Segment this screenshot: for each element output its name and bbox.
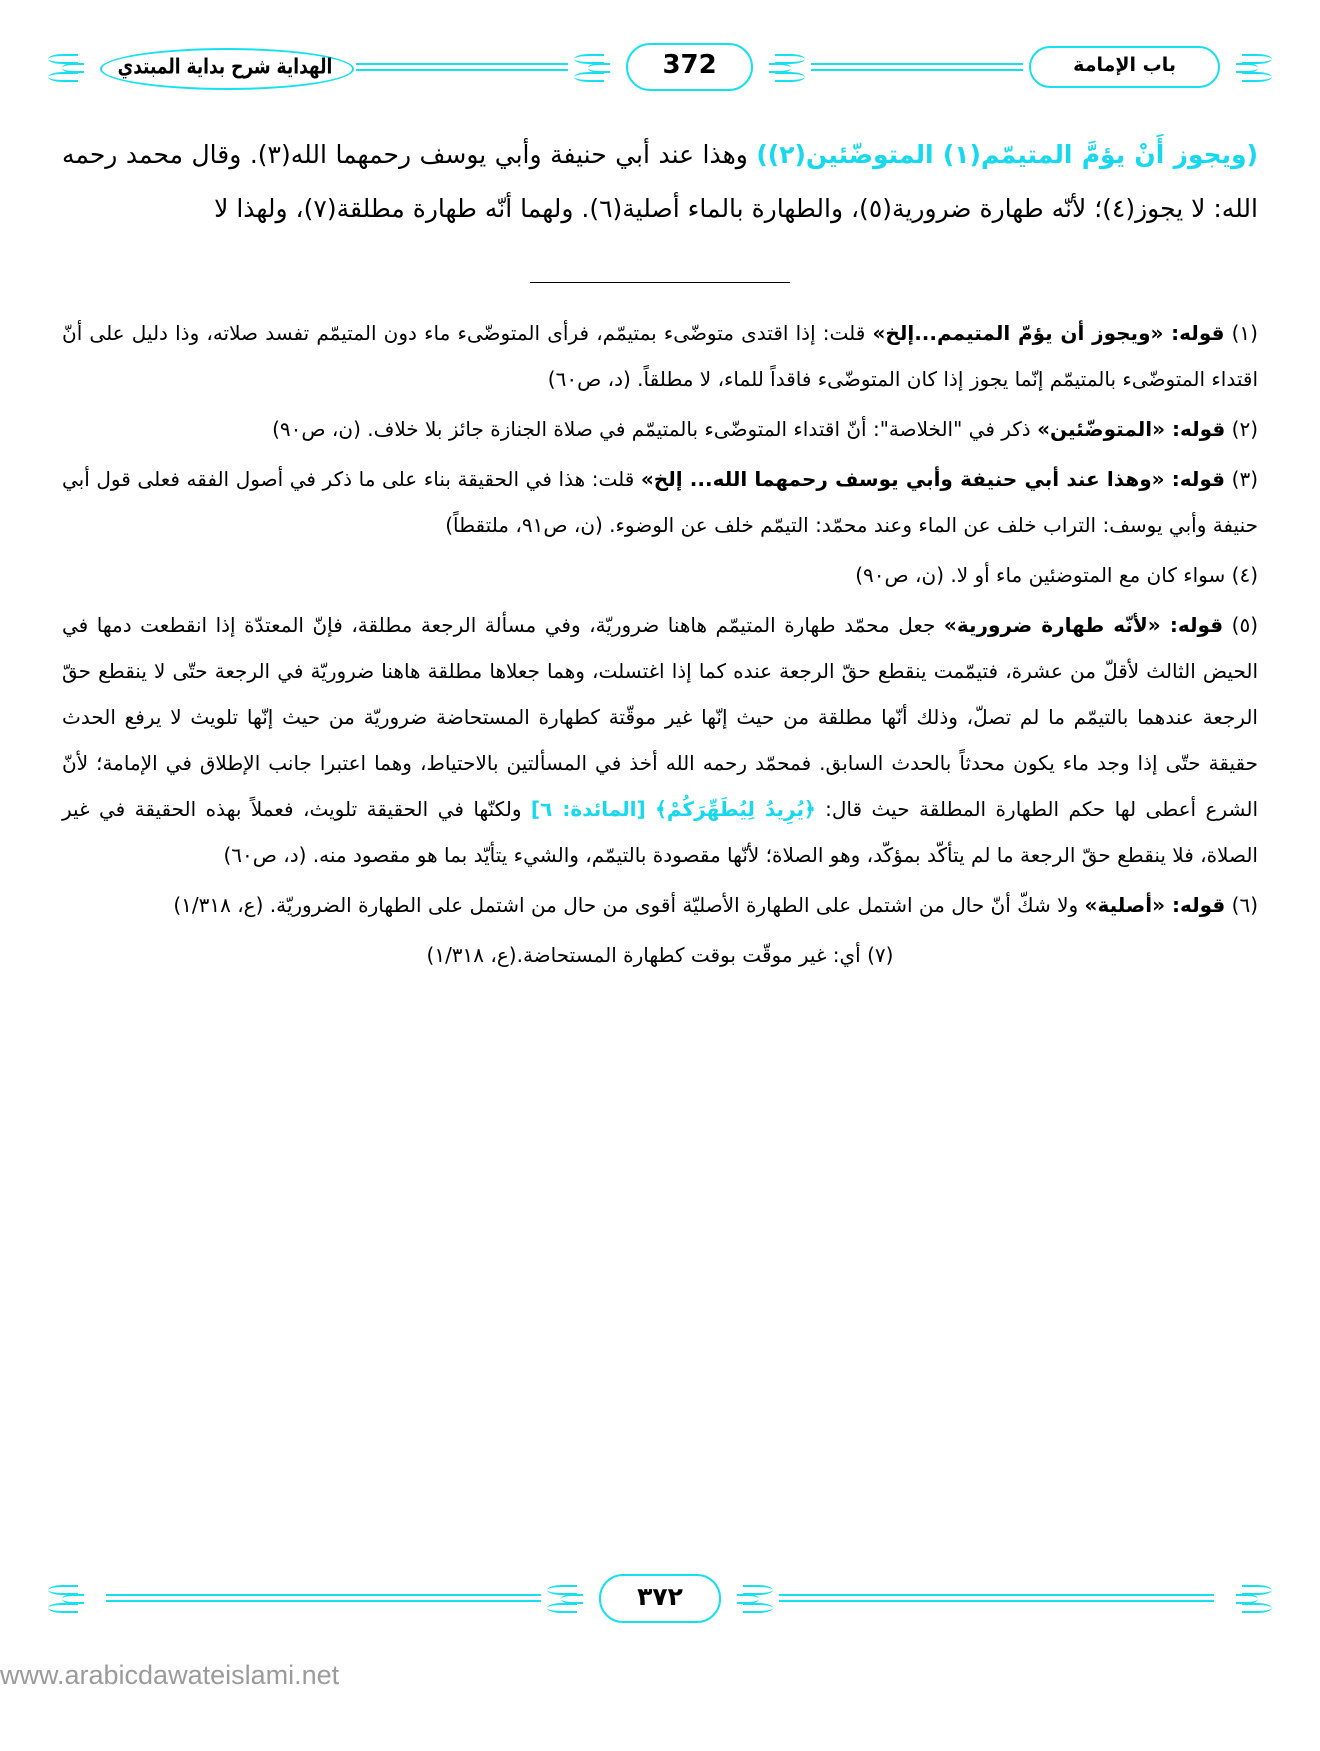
- footnote-item: [62, 310, 1258, 402]
- ornament-left-icon: [1220, 52, 1272, 82]
- footnote-item: [62, 552, 1258, 598]
- footnote-body: جعل محمّد طهارة المتيمّم هاهنا ضروريّة، وفي مسألة الرجعة مطلقة، فإنّ المعتدّة إذا انقطعت دمها في الحيض الثالث لأقلّ من عشرة، فتيمّمت ينقطع حقّ الرجعة عنده كما إذا اغتسلت، وهما جعلاها مطلقة هاهنا ضروريّة في الرجعة حتّى لا ينقطع حقّ الرجعة عندهما بالتيمّم ما لم تصلّ، وذلك أنّها مطلقة من حيث إنّها غير موقّتة كطهارة المستحاضة ضروريّة من حيث إنّها تلويث لا يرفع الحدث حقيقة حتّى إذا وجد ماء يكون محدثاً بالحدث السابق. فمحمّد رحمه الله أخذ في المسألتين بالاحتياط، وهما اعتبرا جانب الإطلاق في الإمامة؛ لأنّ الشرع أعطى لها حكم الطهارة المطلقة حيث قال:: [62, 613, 1259, 821]
- site-watermark: www.arabicdawateislami.net: [0, 1660, 340, 1690]
- ornament-mid-left-icon: [574, 52, 626, 82]
- matn-highlight: (ويجوز أَنْ يؤمَّ المتيمّم(١) المتوضّئين(٢)): [756, 140, 1258, 169]
- footnote-lead: قوله: «أصلية»: [1084, 893, 1226, 917]
- footnote-divider: [0, 282, 1320, 283]
- footnote-lead: قوله: «المتوضّئين»: [1037, 417, 1226, 441]
- footer-ornament-left-icon: [48, 1583, 100, 1613]
- footnote-item: [62, 456, 1258, 548]
- footnotes-block: [62, 310, 1258, 982]
- footnote-body: ذكر في "الخلاصة": أنّ اقتداء المتوضّىء بالمتيمّم في صلاة الجنازة جائز بلا خلاف. (ن، ص٩٠): [272, 417, 1038, 441]
- footnote-body: قلت: هذا في الحقيقة بناء على ما ذكر في أصول الفقه فعلى قول أبي حنيفة وأبي يوسف: التراب خلف عن الماء وعند محمّد: التيمّم خلف عن الوضوء. (ن، ص٩١، ملتقطاً): [62, 467, 1258, 537]
- footnote-marker: (١): [1231, 321, 1258, 345]
- matn-body: وهذا عند أبي حنيفة وأبي يوسف رحمهما الله(٣). وقال محمد رحمه الله: لا يجوز(٤)؛ لأنّه طهارة ضرورية(٥)، والطهارة بالماء أصلية(٦). ولهما أنّه طهارة مطلقة(٧)، ولهذا لا: [62, 140, 1258, 223]
- quran-reference: [المائدة: ٦]: [530, 797, 646, 821]
- ornament-mid-right-icon: [753, 52, 805, 82]
- chapter-title: باب الإمامة: [1029, 46, 1220, 89]
- quran-verse: ﴿يُرِيدُ لِيُطَهِّرَكُمْ﴾: [655, 797, 816, 821]
- page-header: [48, 38, 1272, 96]
- footnote-item: [62, 882, 1258, 928]
- footnote-lead: قوله: «لأنّه طهارة ضرورية»: [943, 613, 1224, 637]
- footnote-lead: قوله: «وهذا عند أبي حنيفة وأبي يوسف رحمهما الله... إلخ»: [640, 467, 1226, 491]
- footnote-body: ولا شكّ أنّ حال من اشتمل على الطهارة الأصليّة أقوى من حال من اشتمل على الطهارة الضروريّة. (ع، ١/٣١٨): [173, 893, 1085, 917]
- ornament-right-icon: [48, 52, 100, 82]
- footnote-marker: (٣): [1231, 467, 1259, 491]
- book-logo: [100, 44, 350, 90]
- footnote-body: قلت: إذا اقتدى متوضّىء بمتيمّم، فرأى المتوضّىء ماء دون المتيمّم تفسد صلاته، وذا دليل على أنّ اقتداء المتوضّىء بالمتيمّم إنّما يجوز إذا كان المتوضّىء فاقداً للماء، لا مطلقاً. (د، ص٦٠): [62, 321, 1258, 391]
- footnote-marker: (٢): [1231, 417, 1258, 441]
- footer-ornament-right-icon: [1220, 1583, 1272, 1613]
- main-text-block: [62, 128, 1258, 236]
- footnote-item: [62, 406, 1258, 452]
- page-footer: [48, 1573, 1272, 1623]
- page-number-top: 372: [626, 43, 752, 92]
- footnote-marker: (٥): [1231, 613, 1258, 637]
- footer-rule-right: [779, 1593, 1214, 1603]
- footnote-body: سواء كان مع المتوضئين ماء أو لا. (ن، ص٩٠): [855, 563, 1226, 587]
- footnote-marker: (٦): [1231, 893, 1258, 917]
- footnote-marker: (٧): [867, 943, 894, 967]
- book-logo-text: الهداية شرح بداية المبتدي: [117, 54, 333, 80]
- header-rule-left: [356, 62, 568, 72]
- footer-ornament-mid-left-icon: [547, 1583, 599, 1613]
- header-rule-right: [811, 62, 1023, 72]
- footnote-marker: (٤): [1231, 563, 1258, 587]
- footnote-body: أي: غير موقّت بوقت كطهارة المستحاضة.(ع، ١/٣١٨): [426, 943, 861, 967]
- footnote-body-continued: ولكنّها في الحقيقة تلويث، فعملاً بهذه الحقيقة في غير الصلاة، فلا ينقطع حقّ الرجعة ما لم يتأكّد بمؤكّد، وهو الصلاة؛ لأنّها مقصودة بالتيمّم، والشيء يتأيّد بما هو مقصود منه. (د، ص٦٠): [62, 797, 1258, 867]
- footnote-lead: قوله: «ويجوز أن يؤمّ المتيمم...إلخ»: [872, 321, 1225, 345]
- footnote-item: [62, 932, 1258, 978]
- page-number-bottom: ٣٧٢: [599, 1574, 721, 1623]
- footnote-item: [62, 602, 1258, 878]
- footer-ornament-mid-right-icon: [721, 1583, 773, 1613]
- footer-rule-left: [106, 1593, 541, 1603]
